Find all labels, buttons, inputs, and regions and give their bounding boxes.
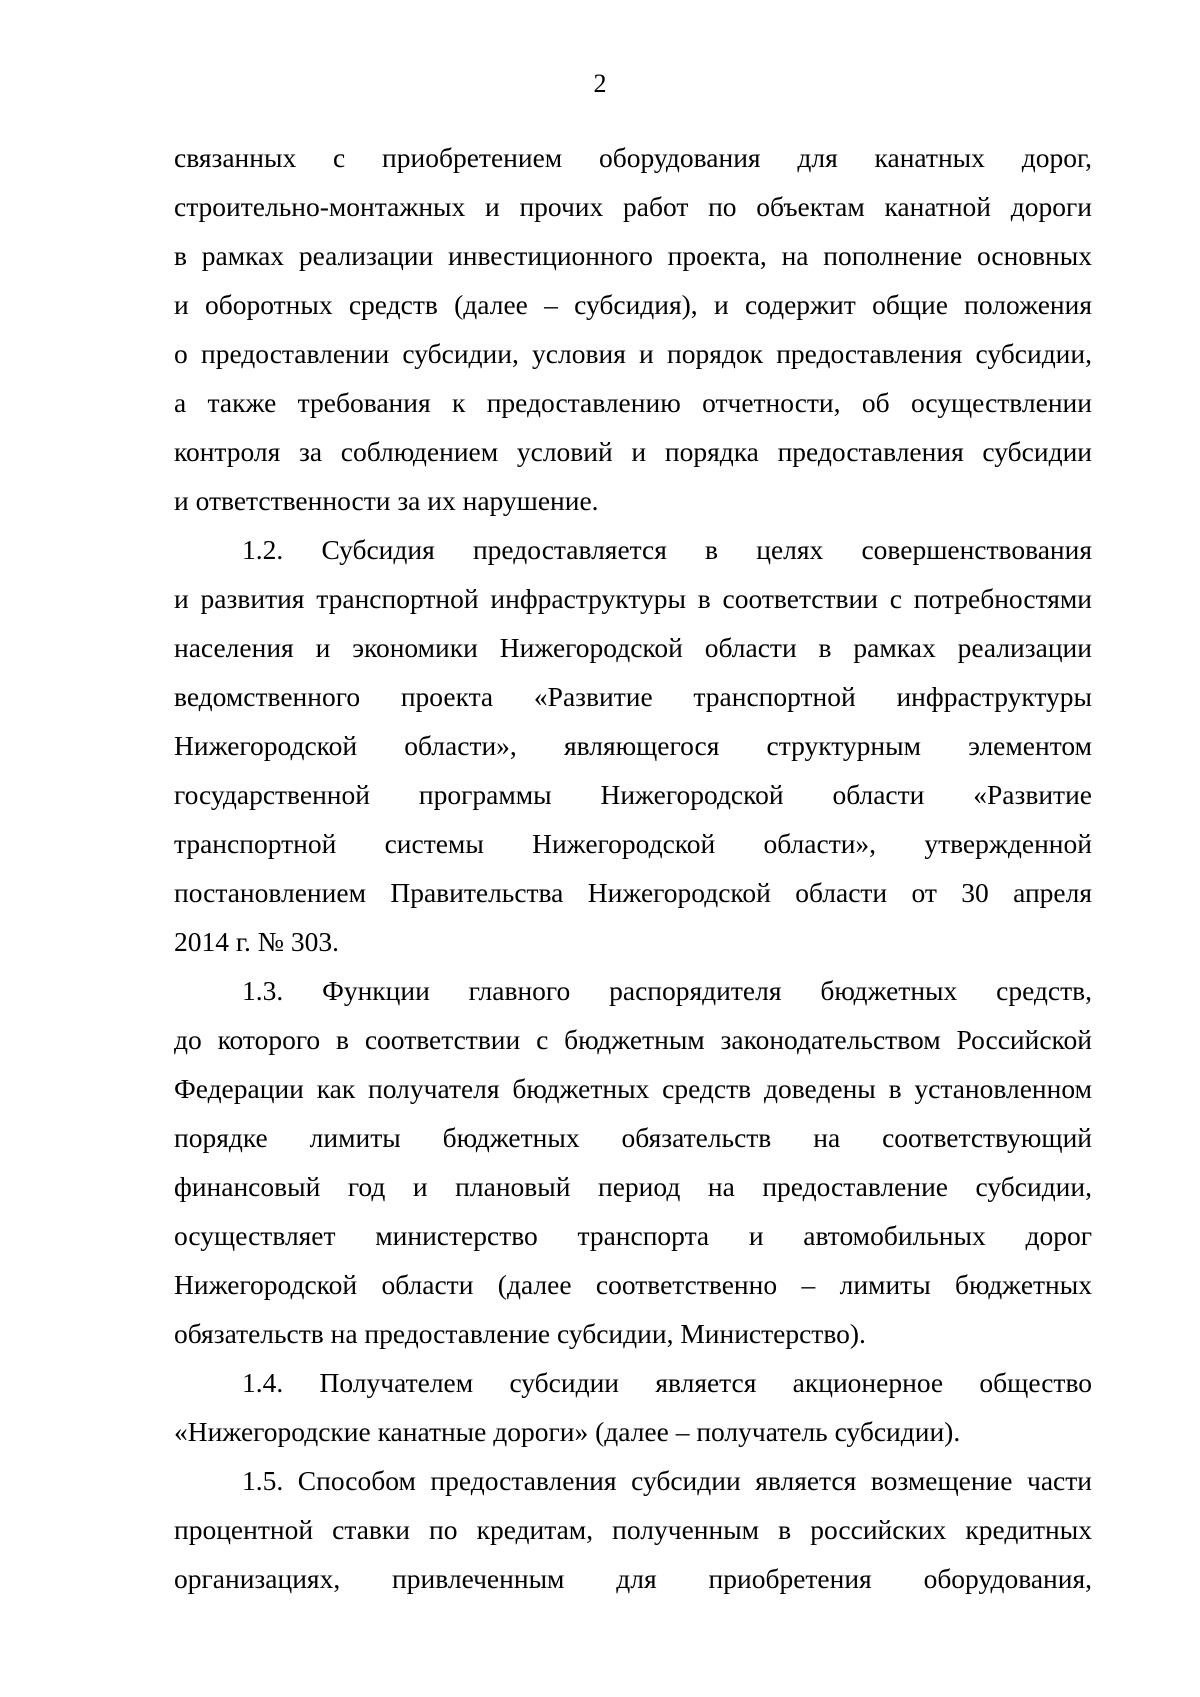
text-line: организациях, привлеченным для приобретения оборудования, [174,1563,1092,1594]
text-line: осуществляет министерство транспорта и автомобильных дорог [174,1220,1092,1251]
text-line: постановлением Правительства Нижегородской области от 30 апреля [174,877,1092,908]
paragraph-1-3 [174,966,1092,1358]
text-line: «Нижегородские канатные дороги» (далее – получатель субсидии). [174,1416,961,1447]
text-line: Нижегородской области», являющегося структурным элементом [174,730,1092,761]
document-body [174,133,1092,1603]
page-number: 2 [593,69,607,98]
text-line: и ответственности за их нарушение. [174,485,599,516]
text-line: в рамках реализации инвестиционного проекта, на пополнение основных [174,240,1092,271]
text-line: 1.5. Способом предоставления субсидии является возмещение части [242,1465,1092,1496]
text-line: 1.4. Получателем субсидии является акционерное общество [242,1367,1092,1398]
text-line: Федерации как получателя бюджетных средств доведены в установленном [174,1073,1092,1104]
text-line: а также требования к предоставлению отчетности, об осуществлении [174,387,1092,418]
text-line: порядке лимиты бюджетных обязательств на соответствующий [174,1122,1092,1153]
paragraph-1-1-continuation [174,133,1092,525]
text-line: процентной ставки по кредитам, полученным в российских кредитных [174,1514,1092,1545]
paragraph-1-5 [174,1456,1092,1603]
text-line: контроля за соблюдением условий и порядка предоставления субсидии [174,436,1092,467]
text-line: связанных с приобретением оборудования для канатных дорог, [174,142,1092,173]
paragraph-1-4 [174,1358,1092,1456]
text-line: Нижегородской области (далее соответственно – лимиты бюджетных [174,1269,1092,1300]
text-line: ведомственного проекта «Развитие транспортной инфраструктуры [174,681,1092,712]
text-line: населения и экономики Нижегородской области в рамках реализации [174,632,1092,663]
text-line: государственной программы Нижегородской области «Развитие [174,779,1092,810]
text-line: транспортной системы Нижегородской области», утвержденной [174,828,1092,859]
text-line: обязательств на предоставление субсидии, Министерство). [174,1318,866,1349]
text-line: строительно-монтажных и прочих работ по объектам канатной дороги [174,191,1092,222]
text-line: до которого в соответствии с бюджетным законодательством Российской [174,1024,1092,1055]
text-line: о предоставлении субсидии, условия и порядок предоставления субсидии, [174,338,1092,369]
text-line: 1.3. Функции главного распорядителя бюджетных средств, [242,975,1092,1006]
text-line: 2014 г. № 303. [174,926,340,957]
text-line: и развития транспортной инфраструктуры в соответствии с потребностями [174,583,1092,614]
text-line: и оборотных средств (далее – субсидия), и содержит общие положения [174,289,1092,320]
text-line: финансовый год и плановый период на предоставление субсидии, [174,1171,1092,1202]
paragraph-1-2 [174,525,1092,966]
text-line: 1.2. Субсидия предоставляется в целях совершенствования [242,534,1092,565]
